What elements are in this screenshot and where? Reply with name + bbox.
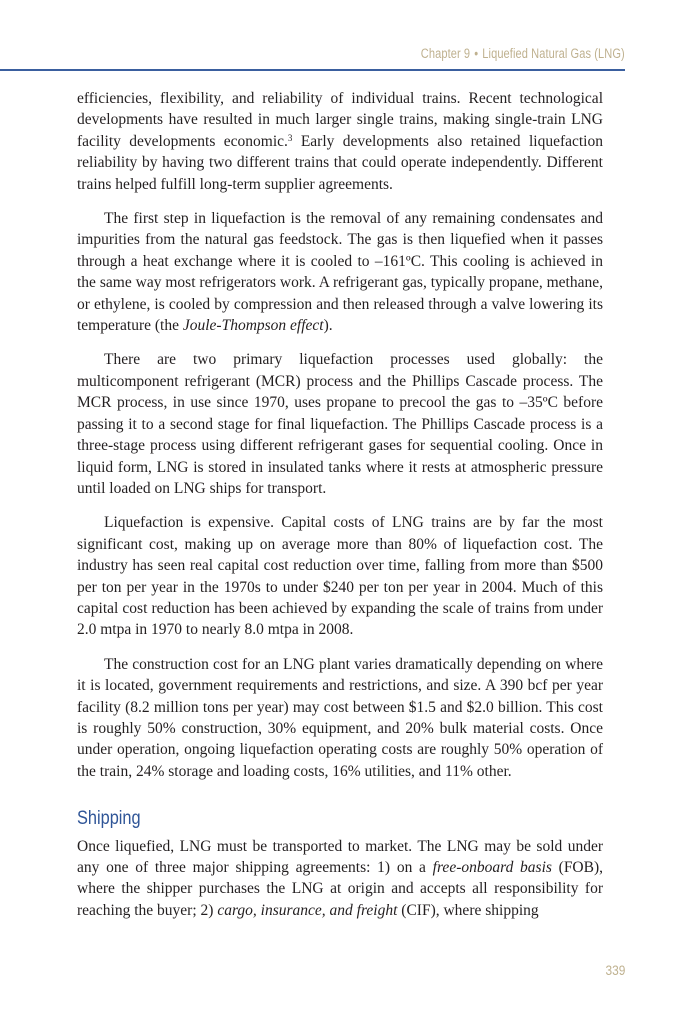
paragraph bbox=[77, 208, 603, 336]
text-run: Once liquefied, LNG must be transported to market. The LNG may be sold under any one of three major shipping agreements: 1) on a bbox=[77, 837, 603, 876]
paragraph bbox=[77, 88, 603, 195]
text-run: The first step in liquefaction is the removal of any remaining condensates and impurities from the natural gas feedstock. The gas is then liquefied when it passes through a heat exchange where it is cooled to –161ºC. This cooling is achieved in the same way most refrigerators work. A refrigerant gas, typically propane, methane, or ethylene, is cooled by compression and then released through a valve lowering its temperature (the bbox=[77, 210, 603, 335]
chapter-title: Liquefied Natural Gas (LNG) bbox=[482, 46, 625, 61]
text-run: Early developments also retained liquefaction reliability by having two different trains that could operate independently. Different trains helped fulfill long-term supplier agreements. bbox=[77, 132, 603, 193]
italic-term: free-onboard basis bbox=[432, 859, 552, 876]
italic-term: cargo, insurance, and freight bbox=[217, 901, 398, 919]
bullet-separator: • bbox=[474, 46, 479, 61]
text-run: (CIF), where shipping bbox=[397, 901, 539, 919]
text-run: (FOB), where the shipper purchases the LNG at origin and accepts all responsibility for reaching the buyer; 2) bbox=[77, 859, 604, 919]
page-number: 339 bbox=[605, 962, 625, 978]
section-heading: Shipping bbox=[77, 808, 141, 830]
paragraph bbox=[77, 836, 603, 922]
text-run: ). bbox=[323, 317, 333, 335]
text-run: Liquefaction is expensive. Capital costs of LNG trains are by far the most significant cost, making up on average more than 80% of liquefaction cost. The industry has seen real capital cost reduction over time, falling from more than $500 per ton per year in the 1970s to under $240 per ton per year in 2004. Much of this capital cost reduction has been achieved by expanding the scale of trains from under 2.0 mtpa in 1970 to nearly 8.0 mtpa in 2008. bbox=[77, 514, 603, 639]
chapter-label: Chapter 9 bbox=[420, 46, 471, 61]
body-text bbox=[77, 88, 603, 921]
paragraph bbox=[77, 349, 603, 499]
text-run: The construction cost for an LNG plant varies dramatically depending on where it is located, government requirements and restrictions, and size. A 390 bcf per year facility (8.2 million tons per year) may cost between $1.5 and $2.0 billion. This cost is roughly 50% construction, 30% equipment, and 20% bulk material costs. Once under operation, ongoing liquefaction operating costs are roughly 50% operation of the train, 24% storage and loading costs, 16% utilities, and 11% other. bbox=[77, 655, 603, 780]
paragraph bbox=[77, 654, 603, 782]
footnote-marker: 3 bbox=[287, 132, 293, 143]
text-run: There are two primary liquefaction processes used globally: the multicomponent refrigerant (MCR) process and the Phillips Cascade process. The MCR process, in use since 1970, uses propane to precool the gas to –35ºC before passing it to a second stage for final liquefaction. The Phillips Cascade process is a three-stage process using different refrigerant gases for sequential cooling. Once in liquid form, LNG is stored in insulated tanks where it rests at atmospheric pressure until loaded on LNG ships for transport. bbox=[77, 351, 603, 497]
text-run: efficiencies, flexibility, and reliability of individual trains. Recent technological developments have resulted in much larger single trains, making single-train LNG facility developments economic. bbox=[77, 90, 603, 150]
italic-term: Joule-Thompson effect bbox=[182, 317, 324, 335]
paragraph bbox=[77, 512, 603, 640]
running-head bbox=[421, 46, 625, 61]
header-rule bbox=[0, 69, 625, 71]
